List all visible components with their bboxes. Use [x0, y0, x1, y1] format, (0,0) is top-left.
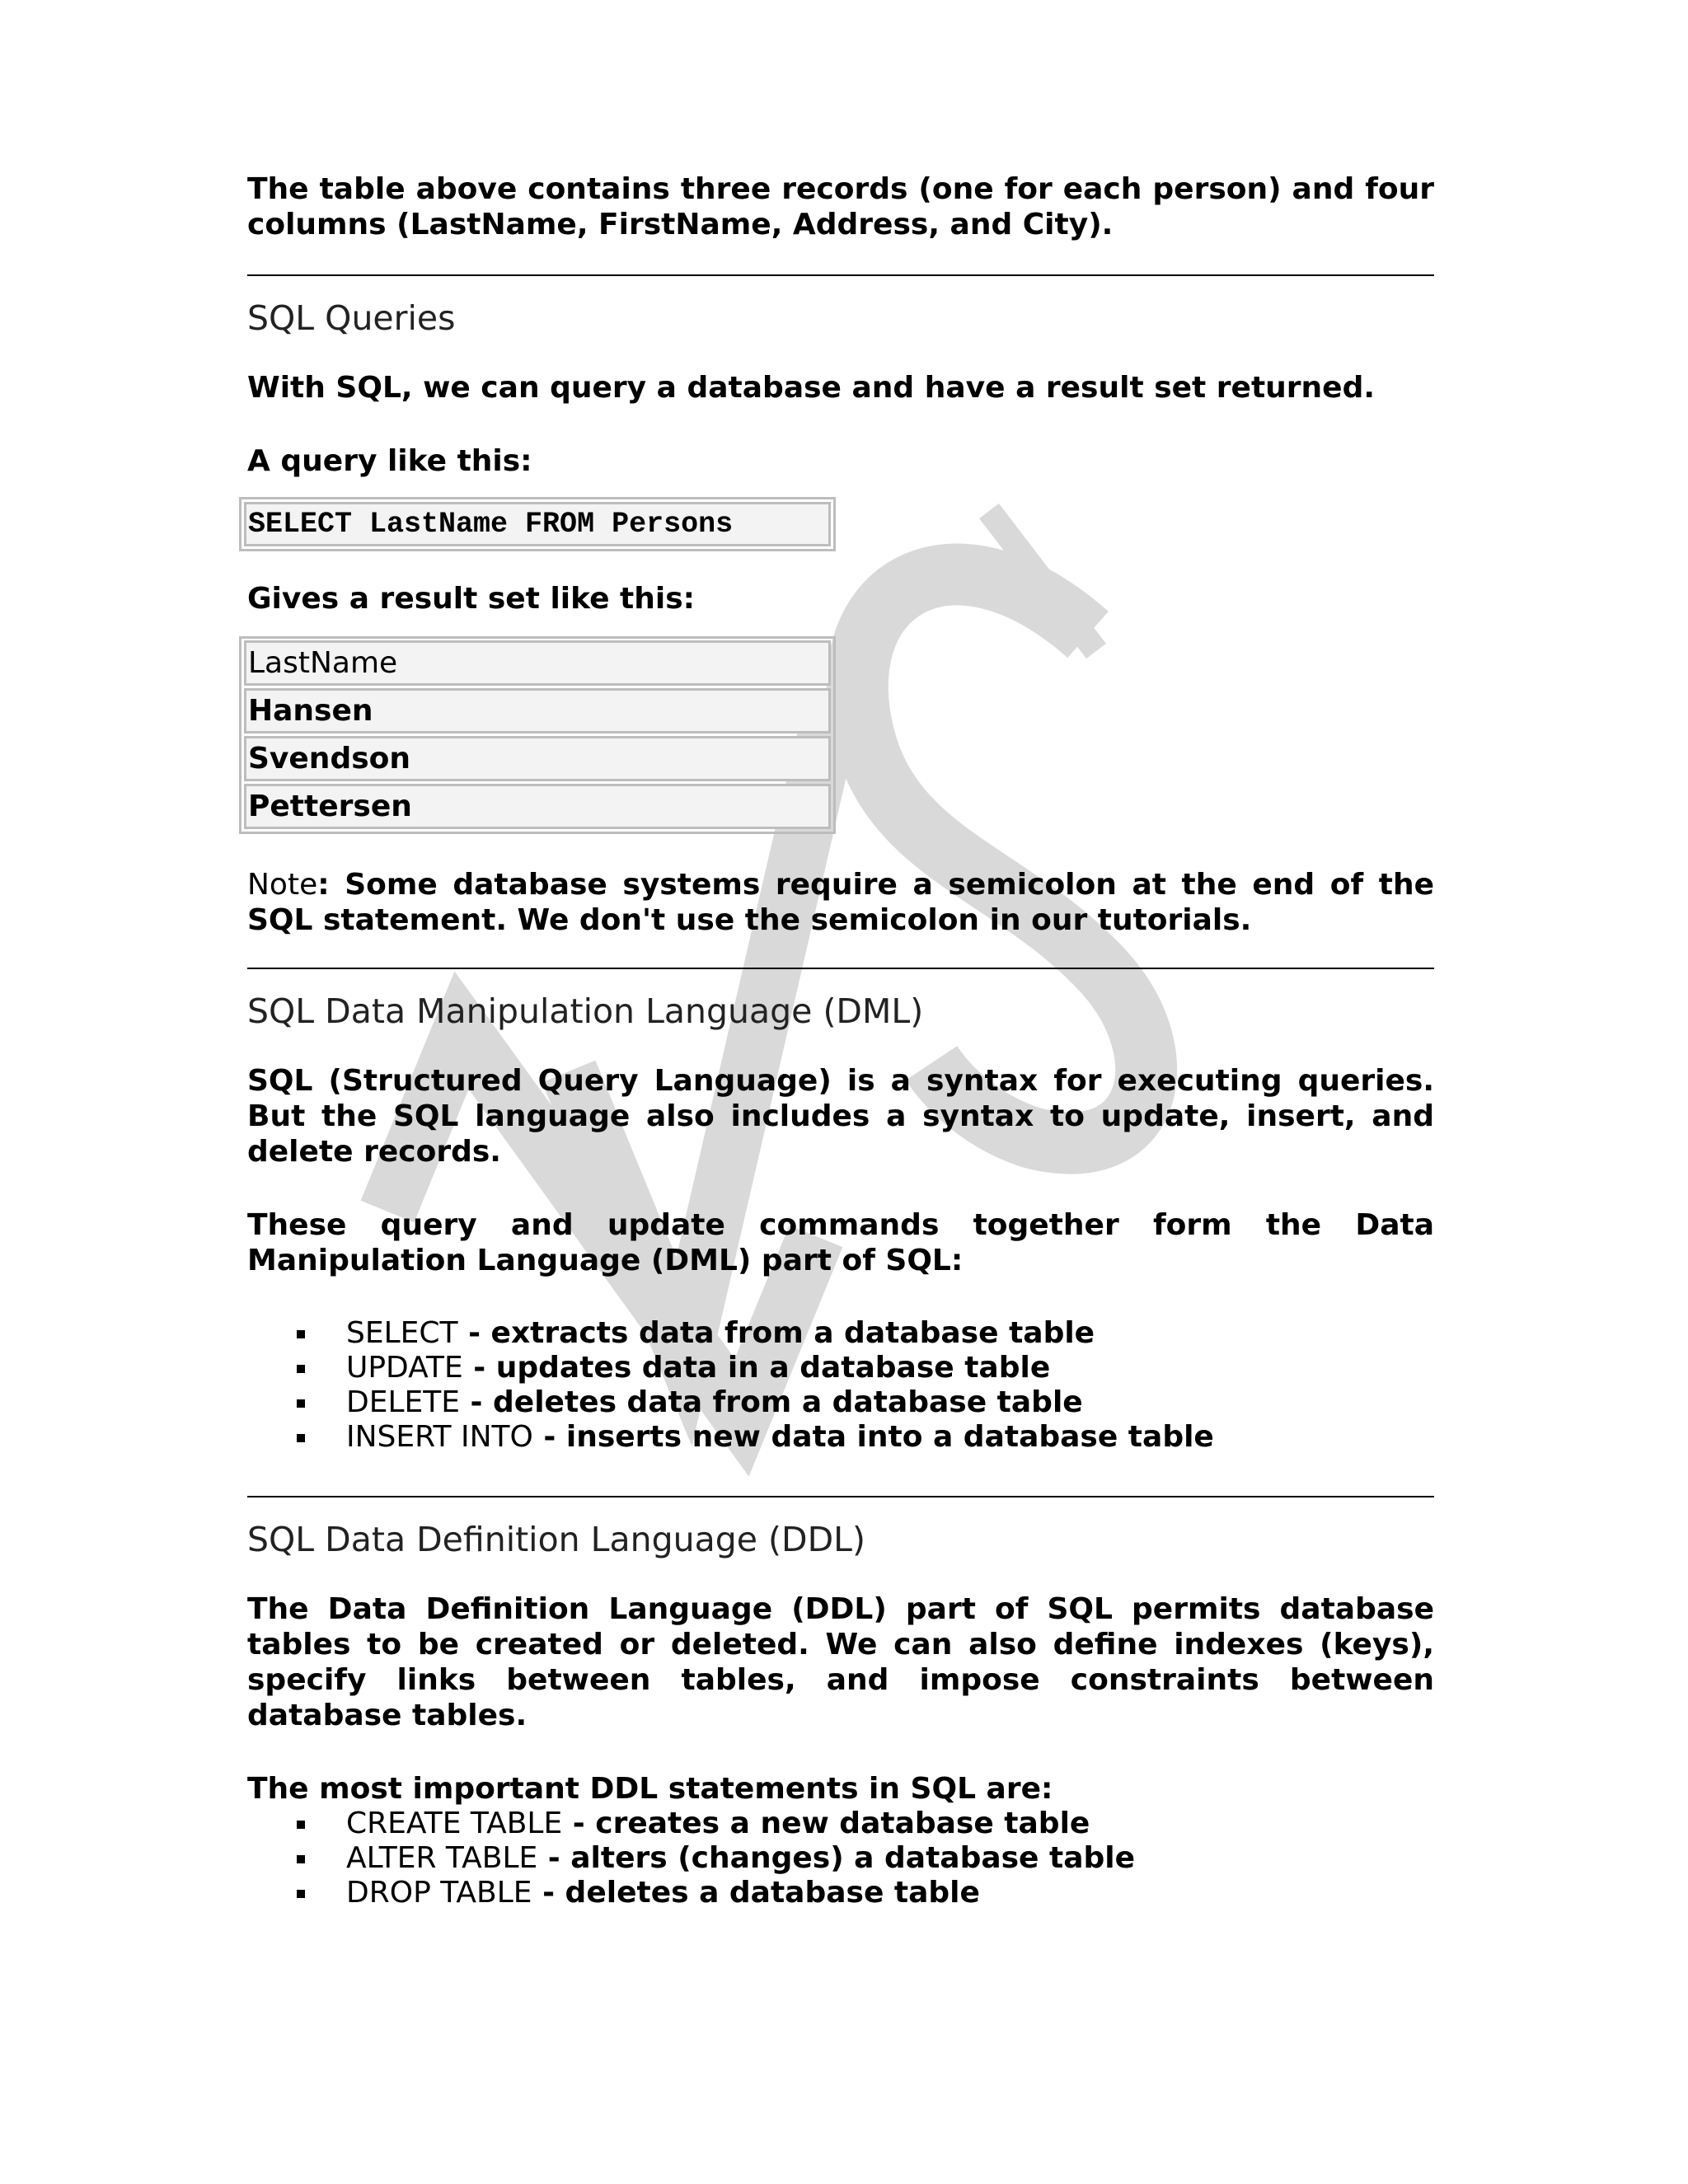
- list-item-keyword: INSERT INTO: [346, 1420, 533, 1454]
- result-table-header: LastName: [244, 640, 831, 686]
- dml-command-list: [247, 1316, 1434, 1455]
- dml-paragraph: SQL (Structured Query Language) is a syntax for executing queries. But the SQL language also includes a syntax to update, insert, and delete records.: [247, 1064, 1434, 1169]
- note-text: : Some database systems require a semicolon at the end of the SQL statement. We don't use the semicolon in our tutorials.: [247, 868, 1434, 937]
- ddl-statement-list: [247, 1807, 1434, 1910]
- bullet-icon: [297, 1365, 305, 1373]
- section-divider: [247, 1496, 1434, 1497]
- result-table-row: Pettersen: [244, 784, 831, 829]
- result-table: [239, 636, 836, 834]
- list-item: [247, 1841, 1434, 1876]
- list-item-description: - alters (changes) a database table: [537, 1841, 1136, 1875]
- result-intro-paragraph: Gives a result set like this:: [247, 582, 696, 616]
- list-item-description: - deletes data from a database table: [460, 1385, 1083, 1419]
- list-item: [247, 1876, 1434, 1910]
- section-heading-ddl: SQL Data Definition Language (DDL): [247, 1520, 866, 1559]
- list-item: [247, 1807, 1434, 1841]
- queries-paragraph: With SQL, we can query a database and have a result set returned.: [247, 371, 1376, 405]
- list-item: [247, 1351, 1434, 1385]
- list-item-description: - inserts new data into a database table: [532, 1420, 1214, 1454]
- list-item: [247, 1316, 1434, 1351]
- code-example-box: [239, 497, 836, 551]
- list-item: [247, 1420, 1434, 1455]
- list-item: [247, 1385, 1434, 1420]
- list-item-keyword: CREATE TABLE: [346, 1807, 563, 1840]
- bullet-icon: [297, 1855, 305, 1863]
- list-item-description: - extracts data from a database table: [457, 1316, 1095, 1350]
- bullet-icon: [297, 1330, 305, 1338]
- bullet-icon: [297, 1399, 305, 1408]
- section-heading-dml: SQL Data Manipulation Language (DML): [247, 991, 924, 1031]
- list-item-keyword: ALTER TABLE: [346, 1841, 538, 1875]
- section-heading-sql-queries: SQL Queries: [247, 298, 456, 338]
- bullet-icon: [297, 1890, 305, 1898]
- ddl-paragraph: The Data Definition Language (DDL) part of SQL permits database tables to be created or deleted. We can also define indexes (keys), specify links between tables, and impose constraints between database tables.: [247, 1592, 1434, 1732]
- list-item-keyword: DELETE: [346, 1385, 461, 1419]
- dml-commands-paragraph: These query and update commands together form the Data Manipulation Language (DML) part of SQL:: [247, 1208, 1434, 1277]
- section-divider: [247, 274, 1434, 276]
- list-item-keyword: DROP TABLE: [346, 1876, 532, 1910]
- note-paragraph: [247, 867, 1434, 938]
- list-item-keyword: SELECT: [346, 1316, 458, 1350]
- query-intro-paragraph: A query like this:: [247, 444, 532, 478]
- intro-paragraph: The table above contains three records (one for each person) and four columns (LastName, FirstName, Address, and City).: [247, 172, 1434, 241]
- result-table-row: Hansen: [244, 688, 831, 733]
- list-item-keyword: UPDATE: [346, 1351, 463, 1385]
- bullet-icon: [297, 1434, 305, 1442]
- list-item-description: - creates a new database table: [562, 1807, 1090, 1840]
- list-item-description: - deletes a database table: [532, 1876, 980, 1910]
- list-item-description: - updates data in a database table: [462, 1351, 1051, 1385]
- ddl-statements-paragraph: The most important DDL statements in SQL are:: [247, 1772, 1053, 1806]
- result-table-row: Svendson: [244, 736, 831, 781]
- note-label: Note: [247, 868, 318, 902]
- document-page: [247, 171, 1434, 1910]
- code-example: SELECT LastName FROM Persons: [244, 502, 831, 546]
- bullet-icon: [297, 1821, 305, 1829]
- section-divider: [247, 968, 1434, 969]
